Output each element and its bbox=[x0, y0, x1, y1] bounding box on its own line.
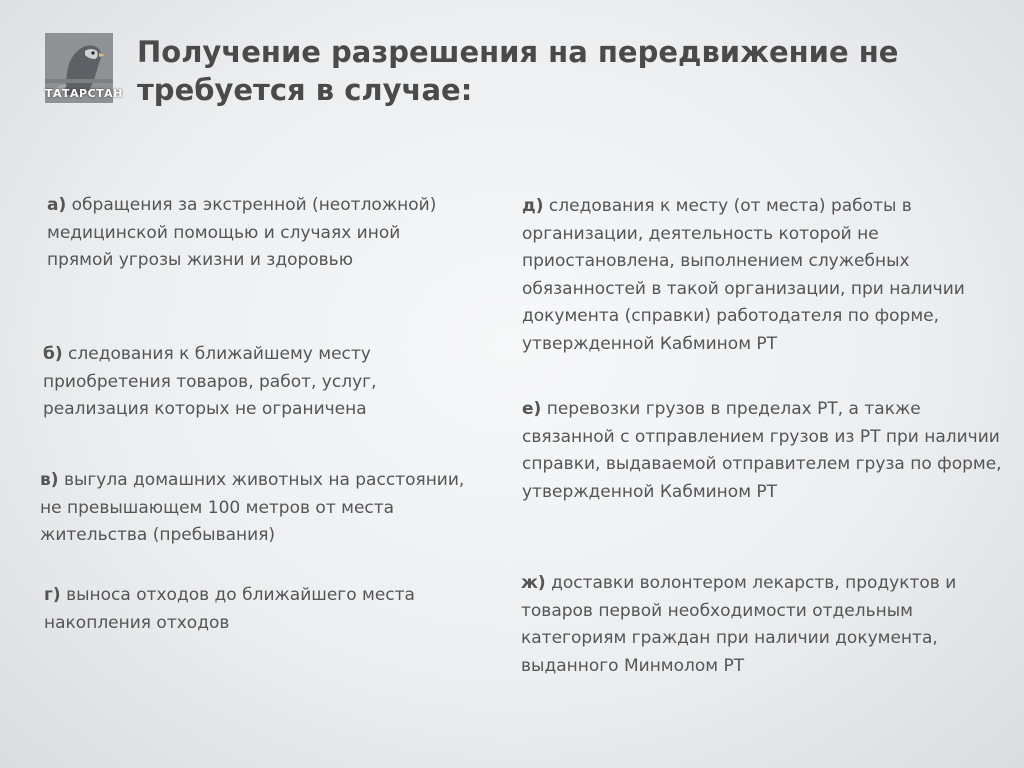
tatarstan-logo bbox=[45, 33, 123, 103]
item-text: доставки волонтером лекарств, продуктов и товаров первой необходимости отдельным категориям граждан при наличии документа, выданного Минмолом РТ bbox=[521, 573, 957, 676]
item-letter: д) bbox=[522, 196, 544, 216]
page-title: Получение разрешения на передвижение не требуется в случае: bbox=[137, 35, 899, 107]
list-item-b bbox=[43, 341, 438, 424]
item-letter: ж) bbox=[521, 573, 546, 593]
item-text: следования к ближайшему месту приобретения товаров, работ, услуг, реализация которых не ограничена bbox=[43, 344, 377, 419]
list-item-a bbox=[47, 192, 442, 275]
logo-caption: ТАТАРСТАН bbox=[45, 87, 123, 100]
item-letter: г) bbox=[44, 585, 61, 605]
item-letter: а) bbox=[47, 195, 67, 215]
item-letter: в) bbox=[40, 470, 59, 490]
item-letter: б) bbox=[43, 344, 63, 364]
list-item-v bbox=[40, 467, 480, 550]
list-item-zh bbox=[521, 570, 1001, 680]
item-text: следования к месту (от места) работы в организации, деятельность которой не приостановлена, выполнением служебных обязанностей в такой организации, при наличии документа (справки) работодателя по форме, утвержденной Кабмином РТ bbox=[522, 196, 965, 354]
item-text: выгула домашних животных на расстоянии, не превышающем 100 метров от места жительства (пребывания) bbox=[40, 470, 465, 545]
item-text: обращения за экстренной (неотложной) медицинской помощью и случаях иной прямой угрозы жизни и здоровью bbox=[47, 195, 437, 270]
item-text: выноса отходов до ближайшего места накопления отходов bbox=[44, 585, 415, 633]
list-item-d bbox=[522, 193, 992, 358]
item-text: перевозки грузов в пределах РТ, а также связанной с отправлением грузов из РТ при наличии справки, выдаваемой отправителем груза по форме, утвержденной Кабмином РТ bbox=[522, 399, 1002, 502]
list-item-e bbox=[522, 396, 1002, 506]
item-letter: е) bbox=[522, 399, 542, 419]
list-item-g bbox=[44, 582, 474, 637]
